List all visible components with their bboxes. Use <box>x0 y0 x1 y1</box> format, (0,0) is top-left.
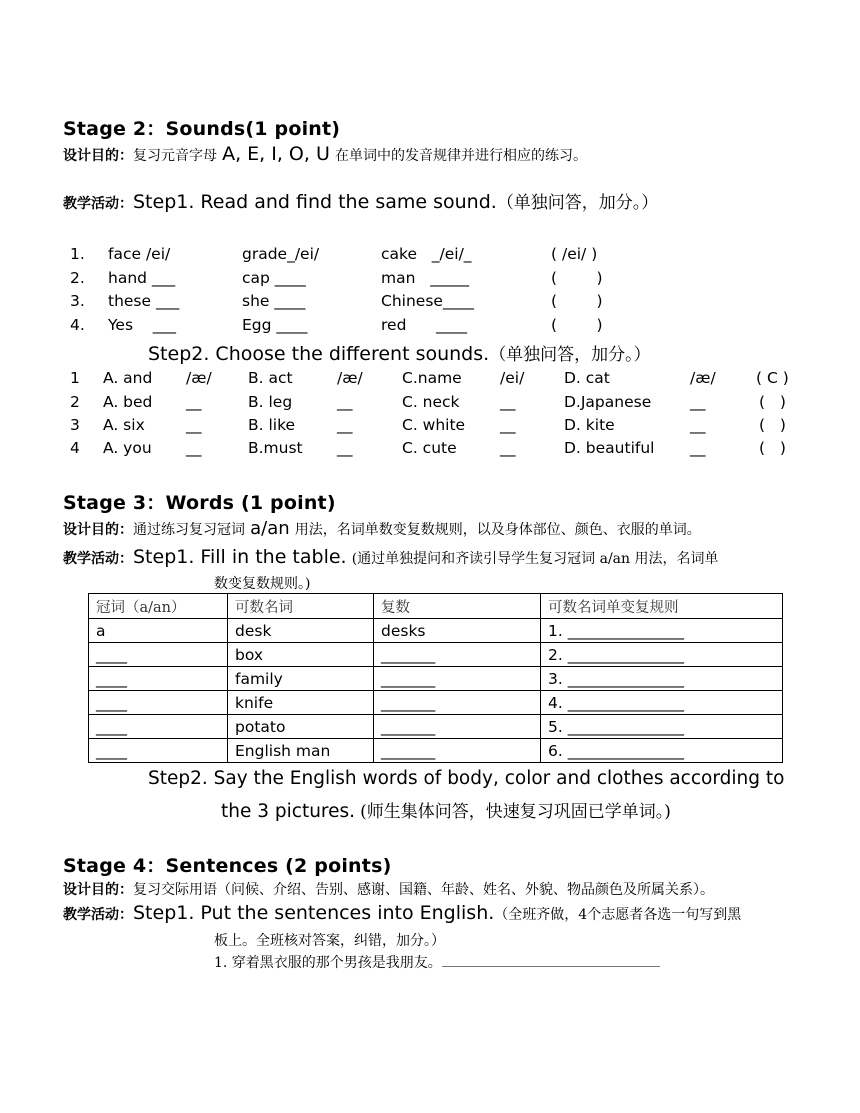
word-c: Chinese____ <box>381 292 474 310</box>
option-a: A. you <box>103 439 152 457</box>
cell-article: ____ <box>89 715 228 739</box>
table-row <box>89 739 783 763</box>
option-d-sound: __ <box>690 416 706 434</box>
option-b: B. act <box>248 369 293 387</box>
option-b-sound: __ <box>337 439 353 457</box>
option-b-sound: /æ/ <box>337 369 363 387</box>
cell-noun: knife <box>228 691 374 715</box>
stage4-step1 <box>63 902 741 924</box>
step1-note: （单独问答，加分。） <box>496 193 659 213</box>
option-c: C. white <box>402 416 466 434</box>
word-a: these ___ <box>108 292 180 310</box>
answer: ( ) <box>759 416 786 434</box>
step1-note: (通过单独提问和齐读引导学生复习冠词 a/an 用法，名词单 <box>351 551 719 567</box>
purpose-text-end: 用法，名词单数变复数规则，以及身体部位、颜色、衣服的单词。 <box>294 522 701 538</box>
header-plural: 复数 <box>374 594 541 619</box>
stage3-step1 <box>63 546 718 568</box>
table-row <box>89 715 783 739</box>
step2-note: (师生集体问答，快速复习巩固已学单词。) <box>360 802 671 822</box>
purpose-label: 设计目的： <box>63 148 133 164</box>
purpose-label: 设计目的： <box>63 522 133 538</box>
cell-article: a <box>89 619 228 643</box>
row-number: 1. <box>70 245 85 263</box>
stage2-purpose <box>63 143 587 165</box>
cell-plural: _______ <box>374 643 541 667</box>
step1-title: Step1. Put the sentences into English. <box>133 902 495 924</box>
cell-rule: 1. _______________ <box>541 619 783 643</box>
purpose-label: 设计目的： <box>63 882 133 898</box>
word-c: red ____ <box>381 316 467 334</box>
answer: ( ) <box>551 316 603 334</box>
activity-label: 教学活动： <box>63 196 133 212</box>
word-a: Yes ___ <box>108 316 176 334</box>
header-noun: 可数名词 <box>228 594 374 619</box>
row-number: 3 <box>70 416 80 434</box>
cell-plural: _______ <box>374 691 541 715</box>
purpose-text: 通过练习复习冠词 <box>133 522 245 538</box>
option-c: C. neck <box>402 393 460 411</box>
option-b: B. like <box>248 416 296 434</box>
cell-rule: 6. _______________ <box>541 739 783 763</box>
noun-table <box>88 593 783 763</box>
row-number: 3. <box>70 292 85 310</box>
stage2-heading: Stage 2：Sounds(1 point) <box>63 118 341 140</box>
cell-plural: _______ <box>374 739 541 763</box>
option-b: B. leg <box>248 393 293 411</box>
row-number: 4. <box>70 316 85 334</box>
stage3-purpose <box>63 518 701 539</box>
step2-title: Step2. Choose the different sounds. <box>148 343 490 365</box>
step2-title-end: the 3 pictures. <box>221 801 356 822</box>
purpose-text: 复习元音字母 <box>133 148 217 164</box>
answer: ( ) <box>551 292 603 310</box>
cell-article: ____ <box>89 691 228 715</box>
table-row <box>89 691 783 715</box>
option-c: C. cute <box>402 439 457 457</box>
cell-article: ____ <box>89 667 228 691</box>
cell-noun: box <box>228 643 374 667</box>
word-a: hand ___ <box>108 269 176 287</box>
option-c-sound: __ <box>500 439 516 457</box>
option-c-sound: /ei/ <box>500 369 525 387</box>
table-row <box>89 643 783 667</box>
word-b: grade_/ei/ <box>242 245 320 263</box>
cell-plural: _______ <box>374 667 541 691</box>
option-c-sound: __ <box>500 416 516 434</box>
cell-noun: English man <box>228 739 374 763</box>
stage3-heading: Stage 3：Words (1 point) <box>63 492 336 514</box>
header-article: 冠词（a/an） <box>89 594 228 619</box>
cell-noun: potato <box>228 715 374 739</box>
row-number: 2 <box>70 393 80 411</box>
option-b-sound: __ <box>337 416 353 434</box>
option-d: D. beautiful <box>564 439 655 457</box>
option-d: D. kite <box>564 416 615 434</box>
cell-article: ____ <box>89 643 228 667</box>
answer-line <box>442 952 660 967</box>
option-d: D.Japanese <box>564 393 652 411</box>
answer: ( ) <box>551 269 603 287</box>
word-a: face /ei/ <box>108 245 171 263</box>
option-a-sound: __ <box>186 393 202 411</box>
stage4-purpose <box>63 879 714 899</box>
option-a: A. six <box>103 416 145 434</box>
stage2-step1 <box>63 188 658 213</box>
option-a-sound: /æ/ <box>186 369 212 387</box>
option-b: B.must <box>248 439 303 457</box>
purpose-text: 复习交际用语（问候、介绍、告别、感谢、国籍、年龄、姓名、外貌、物品颜色及所属关系）。 <box>133 882 714 898</box>
option-a: A. bed <box>103 393 153 411</box>
option-d-sound: __ <box>690 393 706 411</box>
stage2-step2 <box>148 340 651 365</box>
word-c: cake _/ei/_ <box>381 245 472 263</box>
word-c: man _____ <box>381 269 469 287</box>
sentence-item <box>214 952 660 972</box>
table-row <box>89 619 783 643</box>
cell-plural: _______ <box>374 715 541 739</box>
step1-note-line2: 板上。全班核对答案，纠错，加分。） <box>214 933 445 949</box>
step1-title: Step1. Read and find the same sound. <box>133 191 497 213</box>
option-d-sound: /æ/ <box>690 369 716 387</box>
row-number: 2. <box>70 269 85 287</box>
activity-label: 教学活动： <box>63 907 133 923</box>
table-header-row <box>89 594 783 619</box>
cell-plural: desks <box>374 619 541 643</box>
word-b: cap ____ <box>242 269 306 287</box>
option-a: A. and <box>103 369 153 387</box>
answer: ( ) <box>759 439 786 457</box>
stage4-heading: Stage 4：Sentences (2 points) <box>63 855 392 877</box>
sentence-text: 1. 穿着黑衣服的那个男孩是我朋友。 <box>214 955 442 971</box>
word-b: Egg ____ <box>242 316 308 334</box>
cell-rule: 4. _______________ <box>541 691 783 715</box>
article-a-an: a/an <box>250 518 290 539</box>
stage3-step2-line1: Step2. Say the English words of body, color and clothes according to <box>148 768 785 789</box>
option-c: C.name <box>402 369 462 387</box>
activity-label: 教学活动： <box>63 551 133 567</box>
answer: ( C ) <box>756 369 789 387</box>
option-a-sound: __ <box>186 416 202 434</box>
cell-noun: family <box>228 667 374 691</box>
step1-note: （全班齐做，4个志愿者各选一句写到黑 <box>494 907 742 923</box>
table-row <box>89 667 783 691</box>
vowel-letters: A, E, I, O, U <box>222 143 330 165</box>
answer: ( /ei/ ) <box>551 245 598 263</box>
purpose-text-end: 在单词中的发音规律并进行相应的练习。 <box>334 148 587 164</box>
cell-rule: 2. _______________ <box>541 643 783 667</box>
option-a-sound: __ <box>186 439 202 457</box>
option-d-sound: __ <box>690 439 706 457</box>
header-rule: 可数名词单变复规则 <box>541 594 783 619</box>
word-b: she ____ <box>242 292 306 310</box>
option-d: D. cat <box>564 369 610 387</box>
row-number: 4 <box>70 439 80 457</box>
option-c-sound: __ <box>500 393 516 411</box>
cell-noun: desk <box>228 619 374 643</box>
cell-rule: 5. _______________ <box>541 715 783 739</box>
option-b-sound: __ <box>337 393 353 411</box>
step1-note-line2: 数变复数规则。) <box>214 576 311 592</box>
step1-title: Step1. Fill in the table. <box>133 546 347 568</box>
cell-article: ____ <box>89 739 228 763</box>
step2-note: （单独问答，加分。） <box>489 345 651 365</box>
stage3-step2-line2 <box>221 797 671 822</box>
row-number: 1 <box>70 369 80 387</box>
cell-rule: 3. _______________ <box>541 667 783 691</box>
answer: ( ) <box>759 393 786 411</box>
